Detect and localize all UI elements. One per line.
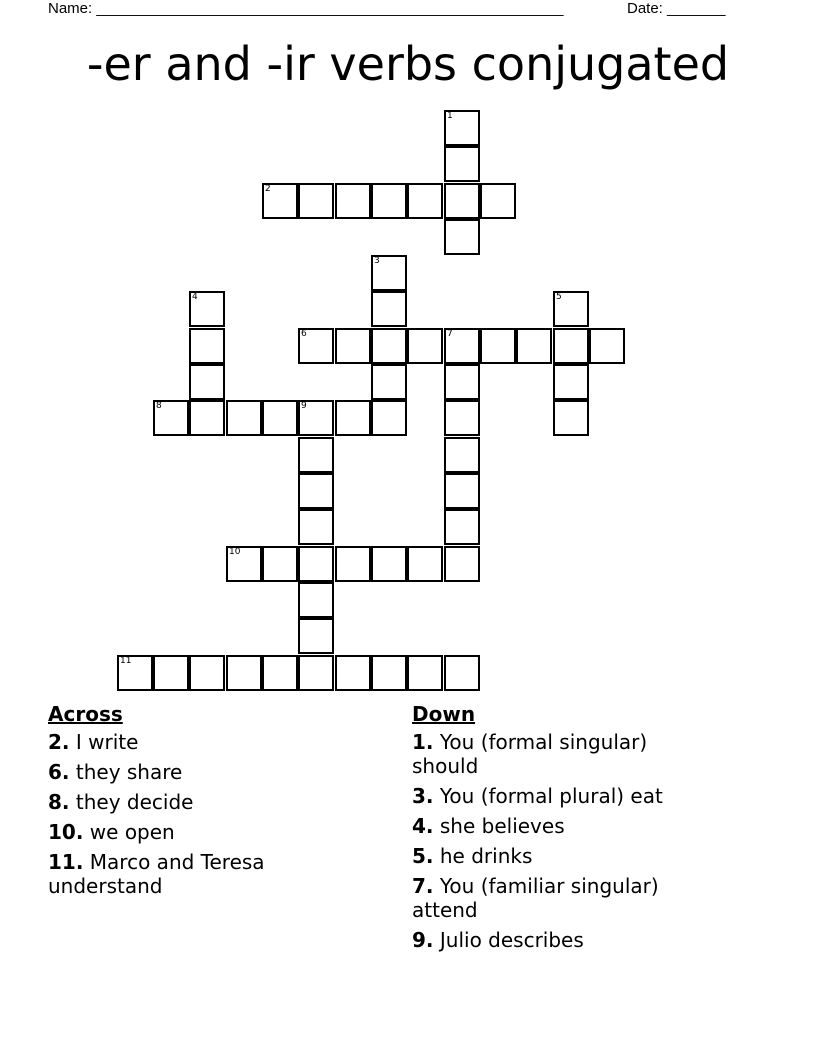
- grid-cell[interactable]: [553, 364, 589, 400]
- grid-cell[interactable]: [371, 400, 407, 436]
- clue-number: 1.: [412, 730, 434, 754]
- clue-number: 3.: [412, 784, 434, 808]
- grid-cell[interactable]: [298, 183, 334, 219]
- clue-number-4: 4: [192, 292, 198, 302]
- grid-cell[interactable]: [407, 655, 443, 691]
- grid-cell[interactable]: [444, 546, 480, 582]
- clue-text: Julio describes: [439, 928, 584, 952]
- grid-cell[interactable]: [444, 183, 480, 219]
- grid-cell[interactable]: [262, 655, 298, 691]
- grid-cell[interactable]: [444, 655, 480, 691]
- grid-cell[interactable]: [444, 110, 480, 146]
- date-field[interactable]: Date: _______: [627, 0, 726, 17]
- grid-cell[interactable]: [226, 400, 262, 436]
- clue-number-7: 7: [447, 329, 453, 339]
- name-field[interactable]: Name: ________________________________________________________: [48, 0, 564, 17]
- across-clue-11: [48, 850, 298, 898]
- grid-cell[interactable]: [153, 655, 189, 691]
- grid-cell[interactable]: [335, 546, 371, 582]
- grid-cell[interactable]: [226, 546, 262, 582]
- clue-text: they decide: [75, 790, 194, 814]
- grid-cell[interactable]: [298, 582, 334, 618]
- grid-cell[interactable]: [335, 400, 371, 436]
- across-clue-6: [48, 760, 368, 784]
- grid-cell[interactable]: [371, 328, 407, 364]
- grid-cell[interactable]: [553, 400, 589, 436]
- down-clue-4: [412, 814, 712, 838]
- grid-cell[interactable]: [444, 146, 480, 182]
- grid-cell[interactable]: [444, 219, 480, 255]
- clue-text: we open: [89, 820, 175, 844]
- across-heading: Across: [48, 702, 123, 726]
- across-clue-8: [48, 790, 368, 814]
- clue-text: she believes: [439, 814, 565, 838]
- grid-cell[interactable]: [444, 400, 480, 436]
- grid-cell[interactable]: [335, 655, 371, 691]
- clue-number: 2.: [48, 730, 70, 754]
- grid-cell[interactable]: [553, 328, 589, 364]
- grid-cell[interactable]: [553, 291, 589, 327]
- grid-cell[interactable]: [371, 291, 407, 327]
- down-heading: Down: [412, 702, 476, 726]
- down-clue-9: [412, 928, 712, 952]
- down-clue-1: [412, 730, 682, 778]
- grid-cell[interactable]: [117, 655, 153, 691]
- clue-number-3: 3: [374, 256, 380, 266]
- clue-number-2: 2: [265, 184, 271, 194]
- grid-cell[interactable]: [371, 183, 407, 219]
- clue-text: You (formal plural) eat: [439, 784, 663, 808]
- grid-cell[interactable]: [189, 364, 225, 400]
- clue-number: 6.: [48, 760, 70, 784]
- across-clue-10: [48, 820, 368, 844]
- clue-number-9: 9: [301, 401, 307, 411]
- down-clue-7: [412, 874, 692, 922]
- grid-cell[interactable]: [298, 473, 334, 509]
- grid-cell[interactable]: [407, 546, 443, 582]
- down-clues: [412, 702, 712, 958]
- grid-cell[interactable]: [444, 364, 480, 400]
- grid-cell[interactable]: [226, 655, 262, 691]
- grid-cell[interactable]: [298, 618, 334, 654]
- across-clue-2: [48, 730, 368, 754]
- grid-cell[interactable]: [298, 509, 334, 545]
- grid-cell[interactable]: [444, 328, 480, 364]
- across-clues: [48, 702, 368, 904]
- clue-text: Marco and Teresa understand: [48, 850, 265, 898]
- clue-number: 10.: [48, 820, 84, 844]
- grid-cell[interactable]: [589, 328, 625, 364]
- down-clue-5: [412, 844, 712, 868]
- clue-text: I write: [75, 730, 139, 754]
- clue-number-1: 1: [447, 111, 453, 121]
- clue-number: 7.: [412, 874, 434, 898]
- clue-number: 9.: [412, 928, 434, 952]
- clue-number-5: 5: [556, 292, 562, 302]
- grid-cell[interactable]: [371, 546, 407, 582]
- clue-number: 11.: [48, 850, 84, 874]
- grid-cell[interactable]: [480, 183, 516, 219]
- grid-cell[interactable]: [298, 328, 334, 364]
- clue-number-11: 11: [120, 656, 132, 666]
- grid-cell[interactable]: [371, 364, 407, 400]
- grid-cell[interactable]: [298, 400, 334, 436]
- grid-cell[interactable]: [189, 400, 225, 436]
- clue-text: they share: [75, 760, 183, 784]
- grid-cell[interactable]: [298, 546, 334, 582]
- page-title: -er and -ir verbs conjugated: [86, 37, 730, 91]
- clue-number: 5.: [412, 844, 434, 868]
- clue-number: 8.: [48, 790, 70, 814]
- grid-cell[interactable]: [516, 328, 552, 364]
- grid-cell[interactable]: [444, 437, 480, 473]
- down-clue-3: [412, 784, 712, 808]
- clue-number-6: 6: [301, 329, 307, 339]
- grid-cell[interactable]: [262, 546, 298, 582]
- grid-cell[interactable]: [335, 328, 371, 364]
- grid-cell[interactable]: [335, 183, 371, 219]
- grid-cell[interactable]: [371, 255, 407, 291]
- clue-text: You (familiar singular) attend: [412, 874, 659, 922]
- grid-cell[interactable]: [444, 473, 480, 509]
- grid-cell[interactable]: [480, 328, 516, 364]
- grid-cell[interactable]: [262, 183, 298, 219]
- grid-cell[interactable]: [189, 655, 225, 691]
- grid-cell[interactable]: [407, 183, 443, 219]
- clue-text: he drinks: [439, 844, 533, 868]
- grid-cell[interactable]: [371, 655, 407, 691]
- grid-cell[interactable]: [444, 509, 480, 545]
- grid-cell[interactable]: [262, 400, 298, 436]
- clue-number-10: 10: [229, 547, 241, 557]
- grid-cell[interactable]: [298, 437, 334, 473]
- grid-cell[interactable]: [189, 291, 225, 327]
- clue-number-8: 8: [156, 401, 162, 411]
- grid-cell[interactable]: [153, 400, 189, 436]
- clue-text: You (formal singular) should: [412, 730, 648, 778]
- grid-cell[interactable]: [298, 655, 334, 691]
- grid-cell[interactable]: [189, 328, 225, 364]
- grid-cell[interactable]: [407, 328, 443, 364]
- clue-number: 4.: [412, 814, 434, 838]
